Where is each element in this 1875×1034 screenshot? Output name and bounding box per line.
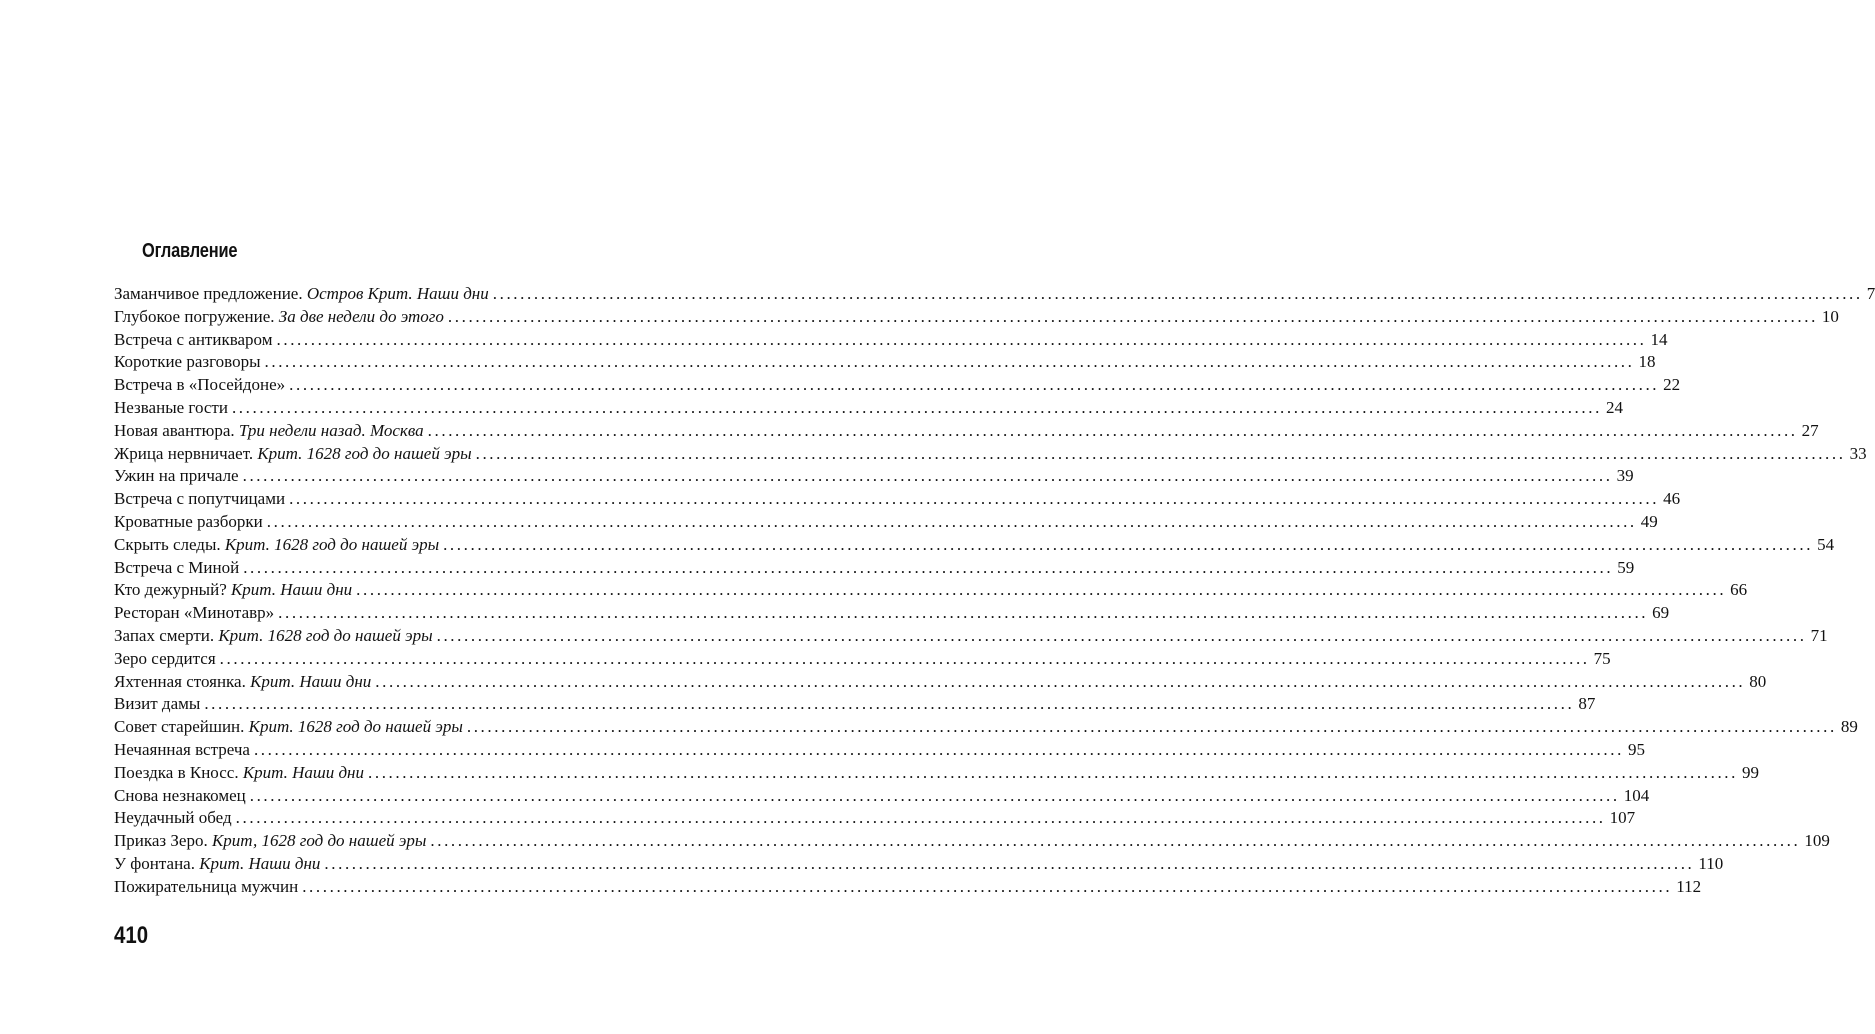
toc-entry-subtitle: Крит. Наши дни — [231, 580, 353, 600]
dot-leader: ........................................................................................................................................................................................................ — [266, 511, 1637, 531]
page-number: 410 — [114, 922, 149, 949]
dot-leader: ........................................................................................................................................................................................................ — [242, 466, 1613, 486]
toc-entry-page: 104 — [1623, 785, 1650, 805]
toc-entry — [114, 488, 1681, 511]
toc-entry-main-title: Жрица нервничает. — [114, 443, 254, 463]
dot-leader: ........................................................................................................................................................................................................ — [204, 694, 1575, 714]
toc-entry-title — [114, 397, 228, 420]
toc-entry-title — [114, 625, 433, 648]
toc-entry-subtitle: Крит. 1628 год до нашей эры — [248, 717, 463, 737]
dot-leader: ........................................................................................................................................................................................................ — [375, 671, 1746, 691]
toc-entry-main-title: Совет старейшин. — [114, 717, 245, 737]
toc-entry-title — [114, 807, 232, 830]
toc-entry — [114, 557, 1635, 580]
toc-entry-subtitle: Крит. Наши дни — [242, 762, 364, 782]
toc-entry-page: 24 — [1605, 397, 1623, 417]
toc-entry — [114, 397, 1623, 420]
toc-entry — [114, 625, 1828, 648]
toc-entry-main-title: Короткие разговоры — [114, 352, 261, 372]
toc-entry-subtitle: Крит. 1628 год до нашей эры — [218, 625, 433, 645]
toc-entry — [114, 579, 1748, 602]
toc-entry-title — [114, 602, 274, 625]
toc-entry-page: 27 — [1801, 420, 1819, 440]
dot-leader: ........................................................................................................................................................................................................ — [447, 306, 1818, 326]
toc-entry-title — [114, 693, 200, 716]
toc-entry-page: 87 — [1578, 694, 1596, 714]
toc-entry-page: 89 — [1840, 717, 1858, 737]
toc-entry-main-title: Незваные гости — [114, 397, 228, 417]
dot-leader: ........................................................................................................................................................................................................ — [324, 853, 1695, 873]
toc-entry — [114, 511, 1658, 534]
toc-entry-page: 22 — [1663, 375, 1681, 395]
dot-leader: ........................................................................................................................................................................................................ — [278, 603, 1649, 623]
toc-entry-page: 69 — [1652, 603, 1670, 623]
toc-entry-main-title: Кто дежурный? — [114, 580, 227, 600]
toc-entry-main-title: Визит дамы — [114, 694, 201, 714]
toc-entry — [114, 853, 1724, 876]
dot-leader: ........................................................................................................................................................................................................ — [253, 739, 1624, 759]
toc-entry-main-title: Пожирательница мужчин — [114, 876, 299, 896]
toc-entry-page: 18 — [1638, 352, 1656, 372]
toc-entry-page: 7 — [1866, 284, 1875, 303]
toc-entry-title — [114, 306, 444, 329]
toc-entry-main-title: Приказ Зеро. — [114, 831, 208, 851]
toc-entry-page: 54 — [1817, 534, 1835, 554]
dot-leader: ........................................................................................................................................................................................................ — [231, 397, 1602, 417]
toc-entry — [114, 693, 1596, 716]
toc-entry-title — [114, 579, 352, 602]
toc-entry-main-title: Зеро сердится — [114, 648, 216, 668]
toc-entry — [114, 807, 1636, 830]
toc-entry-page: 109 — [1804, 831, 1830, 851]
toc-entry-title — [114, 876, 298, 899]
dot-leader: ........................................................................................................................................................................................................ — [243, 557, 1614, 577]
toc-entry — [114, 283, 1875, 306]
toc-entry-title — [114, 739, 250, 762]
dot-leader: ........................................................................................................................................................................................................ — [492, 284, 1863, 303]
toc-entry — [114, 420, 1819, 443]
table-of-contents — [114, 283, 1875, 899]
toc-entry-main-title: Скрыть следы. — [114, 534, 221, 554]
toc-entry-main-title: Снова незнакомец — [114, 785, 246, 805]
toc-entry — [114, 443, 1867, 466]
toc-entry-title — [114, 716, 463, 739]
dot-leader: ........................................................................................................................................................................................................ — [264, 352, 1635, 372]
toc-entry — [114, 648, 1611, 671]
toc-entry-main-title: Кроватные разборки — [114, 511, 263, 531]
toc-entry-title — [114, 511, 263, 534]
toc-entry-main-title: Нечаянная встреча — [114, 739, 250, 759]
toc-entry-main-title: Ресторан «Минотавр» — [114, 603, 275, 623]
toc-entry-page: 75 — [1593, 648, 1611, 668]
dot-leader: ........................................................................................................................................................................................................ — [276, 329, 1647, 349]
dot-leader: ........................................................................................................................................................................................................ — [427, 420, 1798, 440]
toc-entry-page: 49 — [1640, 511, 1658, 531]
toc-entry-title — [114, 648, 216, 671]
toc-entry-page: 14 — [1650, 329, 1668, 349]
toc-entry — [114, 329, 1668, 352]
dot-leader: ........................................................................................................................................................................................................ — [436, 625, 1807, 645]
toc-entry-main-title: Заманчивое предложение. — [114, 284, 303, 303]
toc-entry-title — [114, 762, 364, 785]
toc-entry-main-title: У фонтана. — [114, 853, 195, 873]
toc-entry-main-title: Новая авантюра. — [114, 420, 235, 440]
toc-entry — [114, 465, 1634, 488]
toc-entry-title — [114, 329, 273, 352]
toc-entry — [114, 534, 1835, 557]
toc-entry-page: 110 — [1698, 853, 1724, 873]
toc-entry — [114, 876, 1702, 899]
toc-entry-main-title: Встреча в «Посейдоне» — [114, 375, 286, 395]
dot-leader: ........................................................................................................................................................................................................ — [289, 489, 1660, 509]
dot-leader: ........................................................................................................................................................................................................ — [430, 831, 1801, 851]
toc-entry-subtitle: Три недели назад. Москва — [238, 420, 424, 440]
toc-entry-title — [114, 443, 472, 466]
toc-entry-page: 99 — [1742, 762, 1759, 782]
toc-entry-title — [114, 557, 239, 580]
toc-entry-page: 33 — [1849, 443, 1867, 463]
toc-entry-main-title: Встреча с Миной — [114, 557, 240, 577]
toc-entry — [114, 671, 1767, 694]
toc-entry — [114, 602, 1670, 625]
toc-entry — [114, 716, 1858, 739]
toc-entry-page: 39 — [1616, 466, 1634, 486]
toc-entry-title — [114, 671, 371, 694]
toc-entry-page: 10 — [1821, 306, 1839, 326]
toc-entry-main-title: Запах смерти. — [114, 625, 215, 645]
toc-entry-main-title: Встреча с попутчицами — [114, 489, 286, 509]
toc-entry-main-title: Яхтенная стоянка. — [114, 671, 246, 691]
toc-entry-main-title: Неудачный обед — [114, 808, 232, 828]
toc-entry-page: 71 — [1810, 625, 1828, 645]
toc-entry-title — [114, 351, 261, 374]
dot-leader: ........................................................................................................................................................................................................ — [368, 762, 1738, 782]
toc-entry-page: 112 — [1676, 876, 1702, 896]
dot-leader: ........................................................................................................................................................................................................ — [235, 808, 1606, 828]
dot-leader: ........................................................................................................................................................................................................ — [466, 717, 1837, 737]
toc-entry-title — [114, 785, 246, 808]
toc-entry-subtitle: Крит. 1628 год до нашей эры — [257, 443, 472, 463]
toc-entry-subtitle: Крит, 1628 год до нашей эры — [211, 831, 427, 851]
toc-entry-page: 66 — [1730, 580, 1748, 600]
dot-leader: ........................................................................................................................................................................................................ — [356, 580, 1727, 600]
toc-entry-subtitle: Остров Крит. Наши дни — [306, 284, 489, 303]
toc-entry-subtitle: Крит. Наши дни — [250, 671, 372, 691]
dot-leader: ........................................................................................................................................................................................................ — [249, 785, 1620, 805]
toc-entry — [114, 762, 1759, 785]
toc-entry-title — [114, 374, 285, 397]
toc-entry — [114, 306, 1839, 329]
toc-entry-title — [114, 465, 239, 488]
toc-entry — [114, 785, 1650, 808]
toc-heading: Оглавление — [142, 240, 238, 262]
dot-leader: ........................................................................................................................................................................................................ — [475, 443, 1846, 463]
dot-leader: ........................................................................................................................................................................................................ — [302, 876, 1673, 896]
toc-entry-title — [114, 420, 424, 443]
toc-entry-page: 46 — [1663, 489, 1681, 509]
toc-entry-page: 107 — [1609, 808, 1636, 828]
toc-entry-title — [114, 534, 439, 557]
dot-leader: ........................................................................................................................................................................................................ — [219, 648, 1590, 668]
toc-entry-main-title: Встреча с антикваром — [114, 329, 273, 349]
toc-entry-title — [114, 283, 489, 306]
toc-entry-title — [114, 853, 320, 876]
dot-leader: ........................................................................................................................................................................................................ — [289, 375, 1660, 395]
toc-entry-page: 80 — [1749, 671, 1767, 691]
toc-entry-subtitle: Крит. Наши дни — [199, 853, 321, 873]
toc-entry — [114, 374, 1681, 397]
toc-entry-subtitle: За две недели до этого — [278, 306, 444, 326]
dot-leader: ........................................................................................................................................................................................................ — [443, 534, 1814, 554]
toc-entry-main-title: Глубокое погружение. — [114, 306, 275, 326]
toc-entry-title — [114, 488, 285, 511]
toc-entry-main-title: Ужин на причале — [114, 466, 239, 486]
toc-entry-page: 95 — [1627, 739, 1645, 759]
toc-entry-subtitle: Крит. 1628 год до нашей эры — [224, 534, 440, 554]
toc-entry-main-title: Поездка в Кносс. — [114, 762, 239, 782]
toc-entry — [114, 830, 1830, 853]
toc-entry-page: 59 — [1617, 557, 1635, 577]
toc-entry — [114, 739, 1645, 762]
toc-entry-title — [114, 830, 426, 853]
toc-entry — [114, 351, 1656, 374]
